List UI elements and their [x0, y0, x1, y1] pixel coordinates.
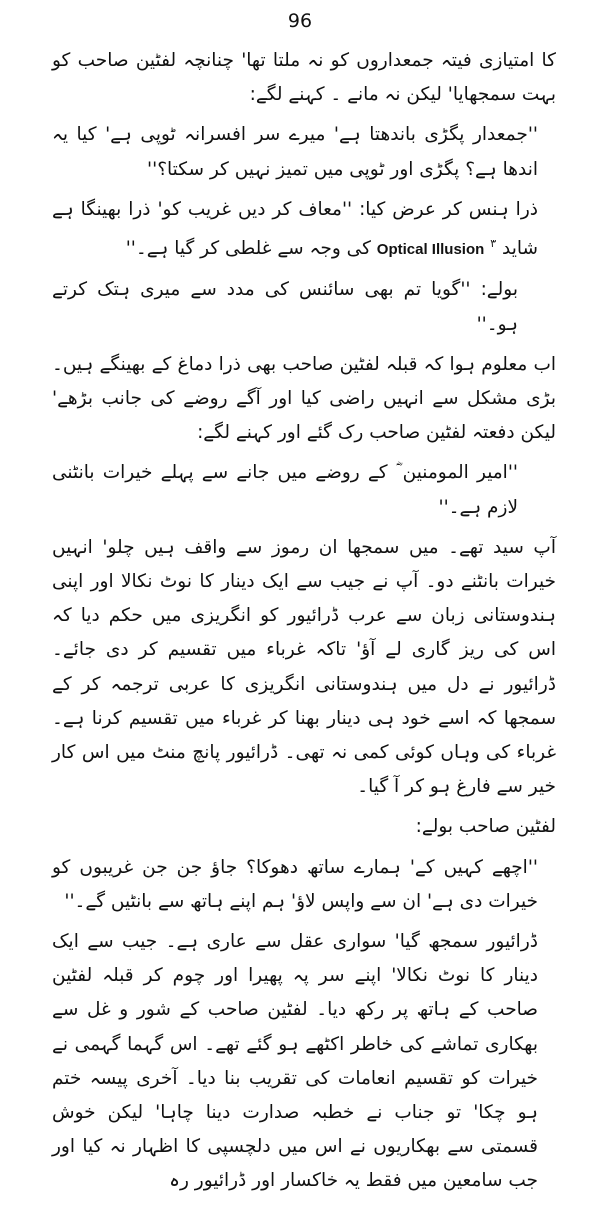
paragraph-4: بولے: ''گویا تم بھی سائنس کی مدد سے میری ہتک کرتے ہو۔'': [52, 279, 518, 335]
paragraph-8: لفٹین صاحب بولے:: [415, 816, 556, 838]
paragraph-6-quote: ''امیر المومنین ؓ کے روضے میں جانے سے پہلے خیرات بانٹنی لازم ہے۔'': [52, 462, 518, 518]
page-number: 96: [287, 10, 313, 32]
paragraph-2-quote: ''جمعدار پگڑی باندھتا ہے' میرے سر افسرانہ ٹوپی ہے' کیا یہ اندھا ہے؟ پگڑی اور ٹوپی میں تمیز نہیں کر سکتا؟'': [52, 124, 538, 180]
paragraph-9-quote: ''اچھے کہیں کے' ہمارے ساتھ دھوکا؟ جاؤ جن جن غریبوں کو خیرات دی ہے' ان سے واپس لاؤ' ہم اپنے ہاتھ سے بانٹیں گے۔'': [52, 856, 538, 912]
paragraph-7: آپ سید تھے۔ میں سمجھا ان رموز سے واقف ہیں چلو' انہیں خیرات بانٹنے دو۔ آپ نے جیب سے ایک دینار کا نوٹ نکالا اور اپنی ہندوستانی زبان سے عرب ڈرائیور کو انگریزی میں حکم دیا کہ اس کی ریز گاری لے آؤ' تاکہ غرباء میں تقسیم کر دی جائے۔ ڈرائیور نے دل میں ہندوستانی انگریزی کا عربی ترجمہ کر کے سمجھا کہ اسے خود ہی دینار بھنا کر غرباء میں تقسیم کرنا ہے۔ غرباء کی وہاں کوئی کمی نہ تھی۔ ڈرائیور پانچ منٹ میں اس کار خیر سے فارغ ہو کر آ گیا۔: [52, 536, 556, 798]
paragraph-10: ڈرائیور سمجھ گیا' سواری عقل سے عاری ہے۔ جیب سے ایک دینار کا نوٹ نکالا' اپنے سر پہ پھیرا اور چوم کر قبلہ لفٹین صاحب کے ہاتھ پر رکھ دیا۔ لفٹین صاحب کے شور و غل سے بھکاری تماشے کی خاطر اکٹھے ہو گئے تھے۔ اس گہما گہمی نے خیرات کو تقسیم انعامات کی تقریب بنا دیا۔ آخری پیسہ ختم ہو چکا' تو جناب نے خطبہ صدارت دینا چاہا' لیکن خوش قسمتی سے بھکاریوں نے اس میں دلچسپی کا اظہار نہ کیا اور جب سامعین میں فقط یہ خاکسار اور ڈرائیور رہ: [52, 931, 538, 1192]
paragraph-5: اب معلوم ہوا کہ قبلہ لفٹین صاحب بھی ذرا دماغ کے بھینگے ہیں۔ بڑی مشکل سے انہیں راضی کیا اور آگے روضے کی جانب بڑھے' لیکن دفعتہ لفٹین صاحب رک گئے اور کہنے لگے:: [52, 353, 556, 444]
paragraph-3-continuation: کی وجہ سے غلطی کر گیا ہے۔'': [125, 238, 371, 260]
footnote-marker: ۳: [490, 237, 497, 251]
paragraph-3-text: ذرا ہنس کر عرض کیا: ''معاف کر دیں غریب کو' ذرا بھینگا ہے شاید: [52, 198, 538, 260]
page-body: [52, 44, 556, 1205]
paragraph-1: کا امتیازی فیتہ جمعداروں کو نہ ملتا تھا' چنانچہ لفٹین صاحب کو بہت سمجھایا' لیکن نہ مانے ۔ کہنے لگے:: [52, 50, 556, 106]
paragraph-3: [52, 193, 556, 268]
optical-illusion-term: Optical Illusion: [376, 241, 485, 259]
